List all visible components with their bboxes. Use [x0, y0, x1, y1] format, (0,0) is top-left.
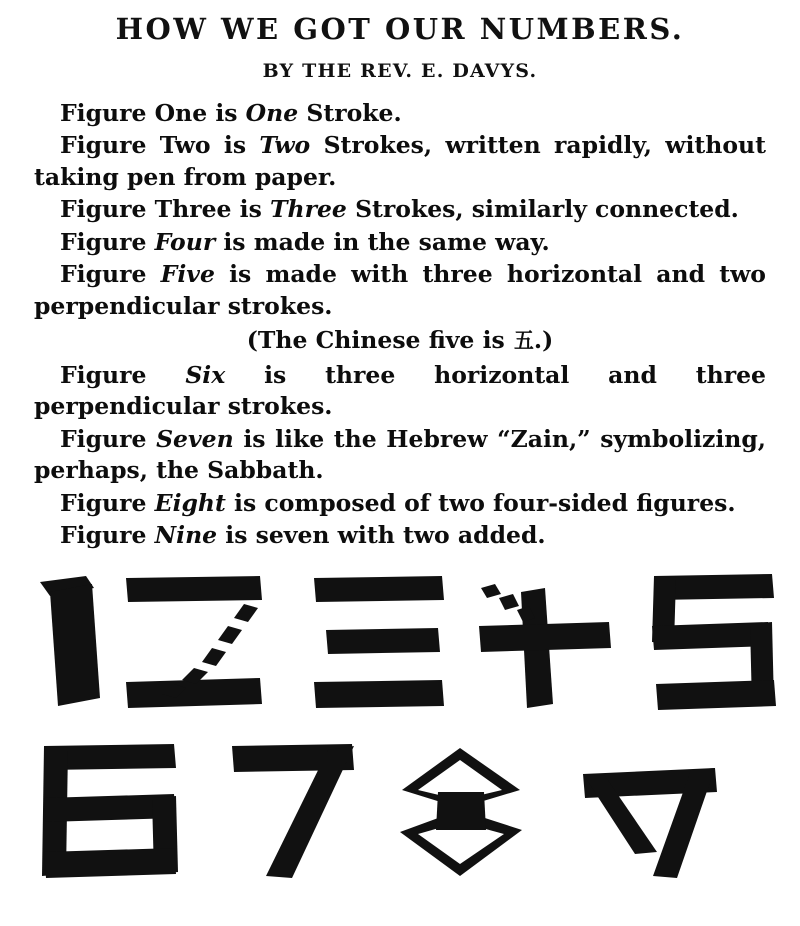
paragraph-figure-nine: Figure Nine is seven with two added. [60, 521, 546, 550]
paragraph-figure-four: Figure Four is made in the same way. [60, 227, 550, 256]
paragraph-chinese-five: (The Chinese five is 五.) [34, 325, 766, 356]
numeral-illustration [0, 574, 800, 896]
numeral-row-1 [20, 574, 780, 726]
digit-eight-glyph [398, 744, 528, 884]
paragraph-figure-two: Figure Two is Two Strokes, written rapidly, without taking pen from paper. [34, 131, 766, 191]
digit-five-glyph [650, 574, 780, 714]
digit-four-glyph [475, 574, 615, 714]
article-page [0, 14, 800, 926]
paragraph-figure-eight: Figure Eight is composed of two four-sided figures. [60, 488, 736, 517]
paragraph-figure-seven: Figure Seven is like the Hebrew “Zain,” symbolizing, perhaps, the Sabbath. [34, 424, 766, 485]
digit-one-glyph [34, 574, 114, 714]
chinese-five-glyph: 五 [513, 329, 533, 355]
paragraph-figure-five: Figure Five is made with three horizontal and two perpendicular strokes. [34, 260, 766, 320]
byline: BY THE REV. E. DAVYS. [262, 59, 538, 82]
digit-two-glyph [120, 574, 270, 714]
paragraph-figure-six: Figure Six is three horizontal and three perpendicular strokes. [34, 360, 766, 421]
paragraph-figure-one: Figure One is One Stroke. [60, 98, 402, 127]
page-title: HOW WE GOT OUR NUMBERS. [115, 12, 685, 46]
numeral-row-2 [20, 744, 780, 896]
digit-seven-glyph [230, 744, 370, 884]
digit-nine-glyph [565, 744, 745, 884]
digit-three-glyph [310, 574, 450, 714]
article-body [34, 98, 766, 552]
paragraph-figure-three: Figure Three is Three Strokes, similarly connected. [60, 195, 739, 224]
digit-six-glyph [40, 744, 190, 884]
